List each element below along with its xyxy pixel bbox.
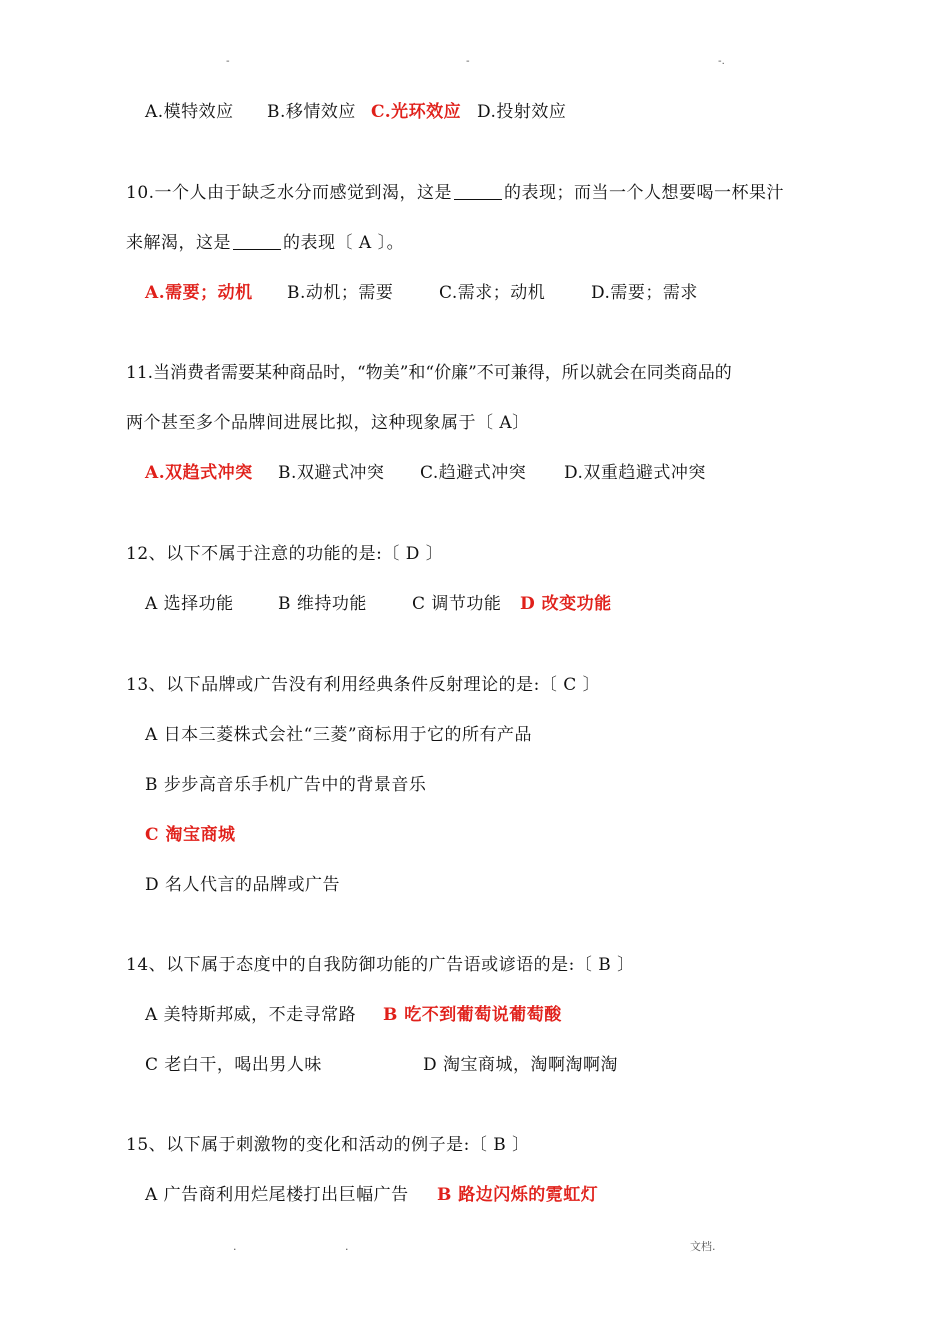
q9-option-d: D.投射效应 xyxy=(477,102,567,122)
q12-option-d: D 改变功能 xyxy=(520,594,612,614)
header-mark-right: -. xyxy=(718,56,725,67)
q13-stem: 13、以下品牌或广告没有利用经典条件反射理论的是:〔 C 〕 xyxy=(126,675,601,695)
q15-option-a: A 广告商利用烂尾楼打出巨幅广告 xyxy=(145,1185,409,1205)
footer-page-label: 文档. xyxy=(690,1240,716,1253)
q15-options xyxy=(145,1180,598,1205)
q12-option-b: B 维持功能 xyxy=(278,594,367,614)
q11-option-c: C.趋避式冲突 xyxy=(420,463,527,483)
q9-option-c: C.光环效应 xyxy=(371,102,462,122)
q12-stem: 12、以下不属于注意的功能的是:〔 D 〕 xyxy=(126,544,444,564)
q11-option-d: D.双重趋避式冲突 xyxy=(564,463,706,483)
q14-options-row1 xyxy=(145,1000,562,1025)
q15-stem: 15、以下属于刺激物的变化和活动的例子是:〔 B 〕 xyxy=(126,1135,530,1155)
q14-option-c: C 老白干，喝出男人味 xyxy=(145,1055,322,1075)
q15-option-b: B 路边闪烁的霓虹灯 xyxy=(437,1185,599,1205)
q10-stem-part3: 来解渴，这是 xyxy=(126,233,231,253)
q12-options xyxy=(145,589,612,614)
q14-options-row2 xyxy=(145,1050,618,1075)
q10-option-a: A.需要；动机 xyxy=(145,283,253,303)
q10-stem-line2 xyxy=(126,228,404,253)
q10-stem-part2: 的表现；而当一个人想要喝一杯果汁 xyxy=(504,183,785,203)
q13-option-c: C 淘宝商城 xyxy=(145,825,236,845)
q11-option-b: B.双避式冲突 xyxy=(278,463,385,483)
q13-option-b: B 步步高音乐手机广告中的背景音乐 xyxy=(145,775,427,795)
q13-option-d: D 名人代言的品牌或广告 xyxy=(145,875,341,895)
q11-stem-line1: 11.当消费者需要某种商品时，“物美”和“价廉”不可兼得，所以就会在同类商品的 xyxy=(126,363,732,383)
q12-option-a: A 选择功能 xyxy=(145,594,234,614)
header-mark-center: - xyxy=(466,56,470,67)
q14-stem: 14、以下属于态度中的自我防御功能的广告语或谚语的是:〔 B 〕 xyxy=(126,955,635,975)
header-mark-left: - xyxy=(226,56,230,67)
q14-option-d: D 淘宝商城，淘啊淘啊淘 xyxy=(423,1055,619,1075)
q10-option-d: D.需要；需求 xyxy=(591,283,698,303)
q14-option-a: A 美特斯邦威，不走寻常路 xyxy=(145,1005,357,1025)
q11-stem-line2: 两个甚至多个品牌间进展比拟，这种现象属于〔 A〕 xyxy=(126,413,530,433)
q13-option-a: A 日本三菱株式会社“三菱”商标用于它的所有产品 xyxy=(145,725,533,745)
q10-blank-1 xyxy=(454,183,502,200)
q11-option-a: A.双趋式冲突 xyxy=(145,463,253,483)
q10-stem-part1: 10.一个人由于缺乏水分而感觉到渴，这是 xyxy=(126,183,453,203)
q9-options xyxy=(145,97,566,122)
q14-option-b: B 吃不到葡萄说葡萄酸 xyxy=(383,1005,562,1025)
q10-options xyxy=(145,278,698,303)
q10-option-b: B.动机；需要 xyxy=(287,283,394,303)
q12-option-c: C 调节功能 xyxy=(412,594,502,614)
q11-options xyxy=(145,458,706,483)
q10-stem-part4: 的表现〔 A 〕。 xyxy=(283,233,405,253)
q9-option-a: A.模特效应 xyxy=(145,102,234,122)
q10-option-c: C.需求；动机 xyxy=(439,283,546,303)
footer-dot-center: . xyxy=(345,1240,349,1253)
q10-stem-line1 xyxy=(126,178,784,203)
q10-blank-2 xyxy=(233,233,281,250)
footer-dot-left: . xyxy=(233,1240,237,1253)
q9-option-b: B.移情效应 xyxy=(267,102,356,122)
